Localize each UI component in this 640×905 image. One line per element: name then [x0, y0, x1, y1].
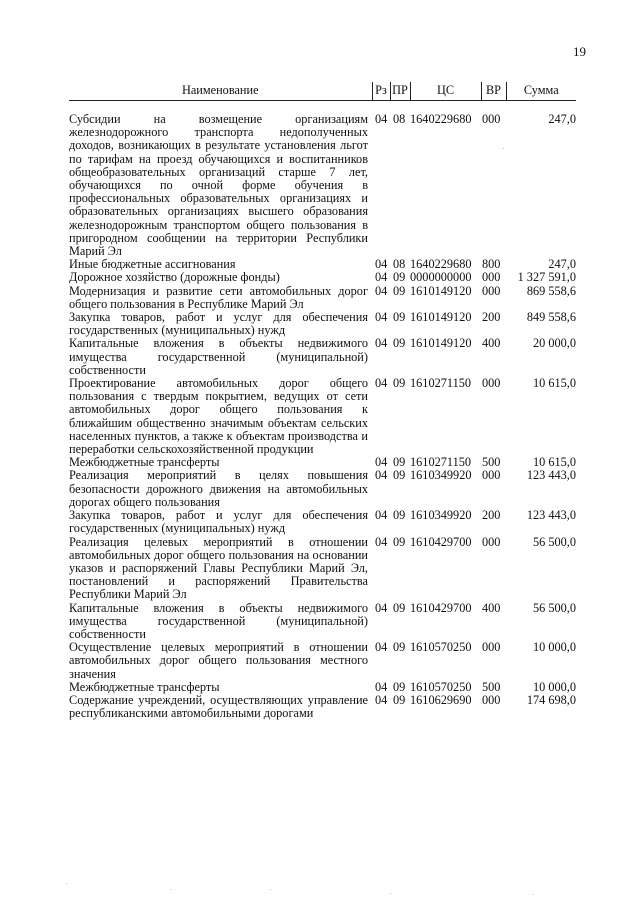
table-header: [69, 82, 576, 101]
row-rz: 04: [375, 455, 388, 470]
row-vr: 400: [482, 336, 501, 351]
row-pr: 09: [393, 679, 406, 694]
row-name: Проектирование автомобильных дорог общего пользования с твердым покрытием, ведущих от сети автомобильных дорог общего пользования к ближайшим общественно значимым объектам сельских населенных пунктов, а также к объектам производства и переработки сельскохозяйственной продукции: [69, 376, 368, 457]
row-rz: 04: [375, 468, 388, 483]
header-vr: ВР: [481, 82, 506, 101]
row-name: Межбюджетные трансферты: [69, 679, 220, 694]
table-row: [69, 694, 576, 720]
row-sum: 123 443,0: [526, 508, 576, 523]
row-sum: 869 558,6: [526, 283, 576, 298]
row-name: Модернизация и развитие сети автомобильных дорог общего пользования в Республике Марий Эл: [69, 283, 368, 311]
row-pr: 09: [393, 468, 406, 483]
row-name: Капитальные вложения в объекты недвижимого имущества государственной (муниципальной) собственности: [69, 336, 368, 377]
row-sum: 10 000,0: [532, 640, 576, 655]
table-row: [69, 377, 576, 456]
row-pr: 09: [393, 455, 406, 470]
row-vr: 000: [482, 270, 501, 285]
row-pr: 09: [393, 270, 406, 285]
row-rz: 04: [375, 692, 388, 707]
row-rz: 04: [375, 376, 388, 391]
table-row: [69, 681, 576, 694]
row-pr: 09: [393, 376, 406, 391]
row-rz: 04: [375, 283, 388, 298]
table-row: [69, 469, 576, 509]
row-cs: 1610629690: [410, 692, 472, 707]
row-name: Капитальные вложения в объекты недвижимого имущества государственной (муниципальной) собственности: [69, 600, 368, 641]
row-name: Закупка товаров, работ и услуг для обеспечения государственных (муниципальных) нужд: [69, 310, 368, 338]
row-rz: 04: [375, 270, 388, 285]
row-cs: 1610149120: [410, 310, 472, 325]
row-name: Реализация целевых мероприятий в отношении автомобильных дорог общего пользования на основании указов и распоряжений Главы Республики Марий Эл, постановлений и распоряжений Правительства Республики Марий Эл: [69, 534, 368, 602]
row-sum: 247,0: [548, 257, 576, 272]
row-name: Межбюджетные трансферты: [69, 455, 220, 470]
row-sum: 247,0: [548, 112, 576, 126]
row-cs: 1640229680: [410, 257, 472, 272]
table-row: [69, 337, 576, 377]
row-sum: 1 327 591,0: [517, 270, 576, 285]
row-sum: 56 500,0: [532, 534, 576, 549]
row-vr: 400: [482, 600, 501, 615]
table-row: [69, 641, 576, 681]
row-sum: 123 443,0: [526, 468, 576, 483]
header-cs: ЦС: [410, 82, 481, 101]
page-number: 19: [573, 44, 586, 59]
table-row: [69, 311, 576, 337]
row-cs: 1640229680: [410, 112, 472, 126]
scan-speck: [532, 894, 533, 895]
row-cs: 1610271150: [410, 376, 472, 391]
row-pr: 08: [393, 257, 406, 272]
row-pr: 09: [393, 310, 406, 325]
row-rz: 04: [375, 336, 388, 351]
row-cs: 1610149120: [410, 283, 472, 298]
row-pr: 09: [393, 692, 406, 707]
row-sum: 10 615,0: [532, 455, 576, 470]
row-vr: 000: [482, 640, 501, 655]
row-name: Содержание учреждений, осуществляющих управление республиканскими автомобильными дорогами: [69, 692, 368, 721]
row-sum: 20 000,0: [532, 336, 576, 351]
table-row: [69, 271, 576, 284]
row-sum: 849 558,6: [526, 310, 576, 325]
row-name: Иные бюджетные ассигнования: [69, 257, 236, 272]
row-name: Дорожное хозяйство (дорожные фонды): [69, 270, 280, 285]
row-vr: 500: [482, 455, 501, 470]
row-cs: 1610271150: [410, 455, 472, 470]
row-cs: 1610570250: [410, 640, 472, 655]
table-row: [69, 285, 576, 311]
row-rz: 04: [375, 600, 388, 615]
table-row: [69, 101, 576, 259]
row-sum: 10 615,0: [532, 376, 576, 391]
budget-table: [69, 82, 576, 720]
row-cs: 1610429700: [410, 534, 472, 549]
scan-speck: [171, 889, 172, 890]
row-pr: 09: [393, 640, 406, 655]
row-name: Субсидии на возмещение организациям железнодорожного транспорта недополученных доходов, возникающих в результате установления льгот по тарифам на проезд обучающихся и воспитанников общеобразовательных организаций старше 7 лет, обучающихся по очной форме обучения в профессиональных образовательных организациях и образовательных организациях высшего образования железнодорожным транспортом общего пользования в пригородном сообщении на территории Республики Марий Эл: [69, 112, 368, 259]
row-rz: 04: [375, 310, 388, 325]
row-name: Осуществление целевых мероприятий в отношении автомобильных дорог общего пользования местного значения: [69, 640, 368, 681]
row-sum: 56 500,0: [532, 600, 576, 615]
row-vr: 000: [482, 112, 501, 126]
table-body: [69, 101, 576, 721]
row-pr: 09: [393, 508, 406, 523]
header-rz: Рз: [372, 82, 390, 101]
row-vr: 500: [482, 679, 501, 694]
row-pr: 09: [393, 283, 406, 298]
row-cs: 1610349920: [410, 468, 472, 483]
row-pr: 09: [393, 336, 406, 351]
row-name: Закупка товаров, работ и услуг для обеспечения государственных (муниципальных) нужд: [69, 508, 368, 536]
row-cs: 1610149120: [410, 336, 472, 351]
row-rz: 04: [375, 508, 388, 523]
row-rz: 04: [375, 534, 388, 549]
row-cs: 0000000000: [410, 270, 472, 285]
row-cs: 1610429700: [410, 600, 472, 615]
row-pr: 09: [393, 534, 406, 549]
row-pr: 09: [393, 600, 406, 615]
row-sum: 174 698,0: [526, 692, 576, 707]
row-vr: 000: [482, 692, 501, 707]
row-vr: 000: [482, 283, 501, 298]
row-vr: 000: [482, 468, 501, 483]
row-rz: 04: [375, 112, 388, 126]
row-rz: 04: [375, 257, 388, 272]
row-pr: 08: [393, 112, 406, 126]
row-sum: 10 000,0: [532, 679, 576, 694]
row-name: Реализация мероприятий в целях повышения безопасности дорожного движения на автомобильных дорогах общего пользования: [69, 468, 368, 509]
header-pr: ПР: [390, 82, 410, 101]
header-sum: Сумма: [506, 82, 576, 101]
row-cs: 1610349920: [410, 508, 472, 523]
table-row: [69, 509, 576, 535]
header-name: Наименование: [69, 82, 372, 101]
table-row: [69, 602, 576, 642]
row-cs: 1610570250: [410, 679, 472, 694]
row-vr: 800: [482, 257, 501, 272]
row-vr: 200: [482, 310, 501, 325]
row-rz: 04: [375, 640, 388, 655]
scan-speck: [390, 893, 391, 894]
table-row: [69, 536, 576, 602]
row-vr: 000: [482, 376, 501, 391]
scan-speck: [270, 889, 271, 890]
row-rz: 04: [375, 679, 388, 694]
row-vr: 200: [482, 508, 501, 523]
row-vr: 000: [482, 534, 501, 549]
scan-speck: [66, 883, 67, 884]
